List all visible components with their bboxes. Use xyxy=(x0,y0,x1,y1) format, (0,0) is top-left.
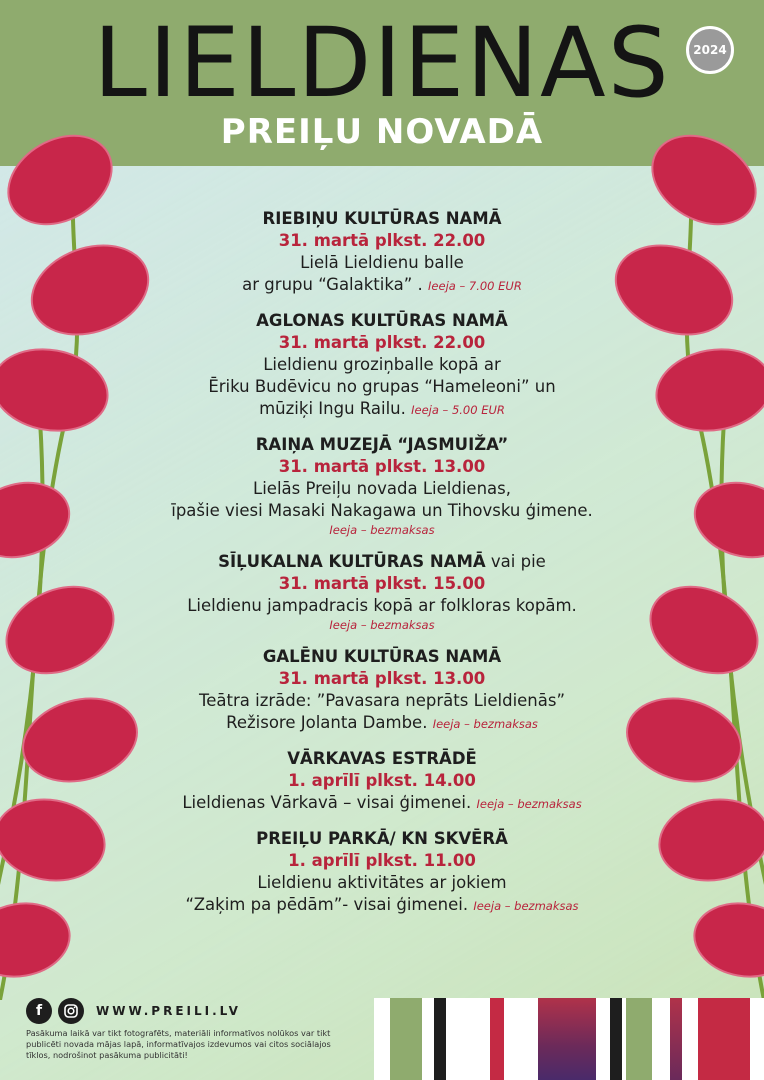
event-item xyxy=(150,551,614,633)
event-item xyxy=(150,434,614,538)
stripe-red xyxy=(490,998,504,1080)
event-item xyxy=(150,646,614,735)
instagram-icon[interactable] xyxy=(58,998,84,1024)
event-description-text: mūziķi Ingu Railu. xyxy=(259,399,406,418)
event-description-last xyxy=(150,712,614,735)
event-venue-extra: vai pie xyxy=(485,552,546,571)
event-fee: Ieeja – bezmaksas xyxy=(476,797,582,811)
event-venue: AGLONAS KULTŪRAS NAMĀ xyxy=(256,311,508,330)
event-description: īpašie viesi Masaki Nakagawa un Tihovsku ģimene. xyxy=(171,501,593,520)
event-date: 1. aprīlī plkst. 11.00 xyxy=(288,851,476,870)
event-description: Lieldienu jampadracis kopā ar folkloras kopām. xyxy=(187,596,577,615)
stripe-purple xyxy=(670,998,682,1080)
year-badge: 2024 xyxy=(686,26,734,74)
event-fee: Ieeja – bezmaksas xyxy=(432,717,538,731)
event-description: Lielās Preiļu novada Lieldienas, xyxy=(253,479,511,498)
event-date: 31. martā plkst. 22.00 xyxy=(278,231,486,250)
event-description: Teātra izrāde: ”Pavasara neprāts Lieldienās” xyxy=(198,691,566,710)
event-fee: Ieeja – 5.00 EUR xyxy=(411,403,505,417)
stripe-black xyxy=(434,998,446,1080)
decorative-stripes xyxy=(374,998,764,1080)
page-subtitle: PREIĻU NOVADĀ xyxy=(220,112,544,152)
event-date: 31. martā plkst. 22.00 xyxy=(278,333,486,352)
event-fee: Ieeja – bezmaksas xyxy=(473,899,579,913)
event-description: Lieldienu groziņballe kopā ar xyxy=(263,355,501,374)
event-item xyxy=(150,748,614,815)
tulip-decoration-left xyxy=(0,100,170,1000)
social-links xyxy=(26,998,241,1024)
event-description-last xyxy=(150,894,614,917)
event-venue: PREIĻU PARKĀ/ KN SKVĒRĀ xyxy=(256,829,508,848)
event-description-last xyxy=(150,398,614,421)
event-venue: GALĒNU KULTŪRAS NAMĀ xyxy=(262,647,502,666)
event-fee: Ieeja – bezmaksas xyxy=(329,618,435,632)
event-item xyxy=(150,208,614,297)
event-venue: RAIŅA MUZEJĀ “JASMUIŽA” xyxy=(255,435,509,454)
event-item xyxy=(150,310,614,421)
event-venue: SĪĻUKALNA KULTŪRAS NAMĀ xyxy=(218,552,486,571)
website-link[interactable]: WWW.PREILI.LV xyxy=(96,1004,241,1018)
event-list xyxy=(150,208,614,930)
event-date: 1. aprīlī plkst. 14.00 xyxy=(288,771,476,790)
stripe-red xyxy=(698,998,750,1080)
stripe-green xyxy=(626,998,652,1080)
stripe-green xyxy=(390,998,422,1080)
page-title: LIELDIENAS xyxy=(93,7,671,119)
facebook-icon[interactable]: f xyxy=(26,998,52,1024)
event-description: Lielā Lieldienu balle xyxy=(300,253,464,272)
stripe-purple xyxy=(538,998,596,1080)
event-venue-line xyxy=(150,551,614,573)
photo-disclaimer: Pasākuma laikā var tikt fotografēts, materiāli informatīvos nolūkos var tikt publicēti novada mājas lapā, informatīvajos izdevumos vai citos sociālajos tīklos, nodrošinot pasākuma publicitāti! xyxy=(26,1028,331,1060)
event-date: 31. martā plkst. 13.00 xyxy=(278,457,486,476)
event-fee: Ieeja – 7.00 EUR xyxy=(428,279,522,293)
tulip-decoration-right xyxy=(594,100,764,1000)
event-date: 31. martā plkst. 13.00 xyxy=(278,669,486,688)
event-description-text: “Zaķim pa pēdām”- visai ģimenei. xyxy=(185,895,469,914)
event-venue: RIEBIŅU KULTŪRAS NAMĀ xyxy=(262,209,502,228)
event-description-text: ar grupu “Galaktika” . xyxy=(242,275,423,294)
event-description-text: Režisore Jolanta Dambe. xyxy=(226,713,428,732)
event-description: Ēriku Budēvicu no grupas “Hameleoni” un xyxy=(208,377,556,396)
event-description-text: Lieldienas Vārkavā – visai ģimenei. xyxy=(182,793,472,812)
event-description-last xyxy=(150,792,614,815)
event-venue: VĀRKAVAS ESTRĀDĒ xyxy=(287,749,477,768)
event-description-last xyxy=(150,274,614,297)
stripe-black xyxy=(610,998,622,1080)
event-fee: Ieeja – bezmaksas xyxy=(329,523,435,537)
event-item xyxy=(150,828,614,917)
event-description: Lieldienu aktivitātes ar jokiem xyxy=(257,873,507,892)
event-date: 31. martā plkst. 15.00 xyxy=(278,574,486,593)
